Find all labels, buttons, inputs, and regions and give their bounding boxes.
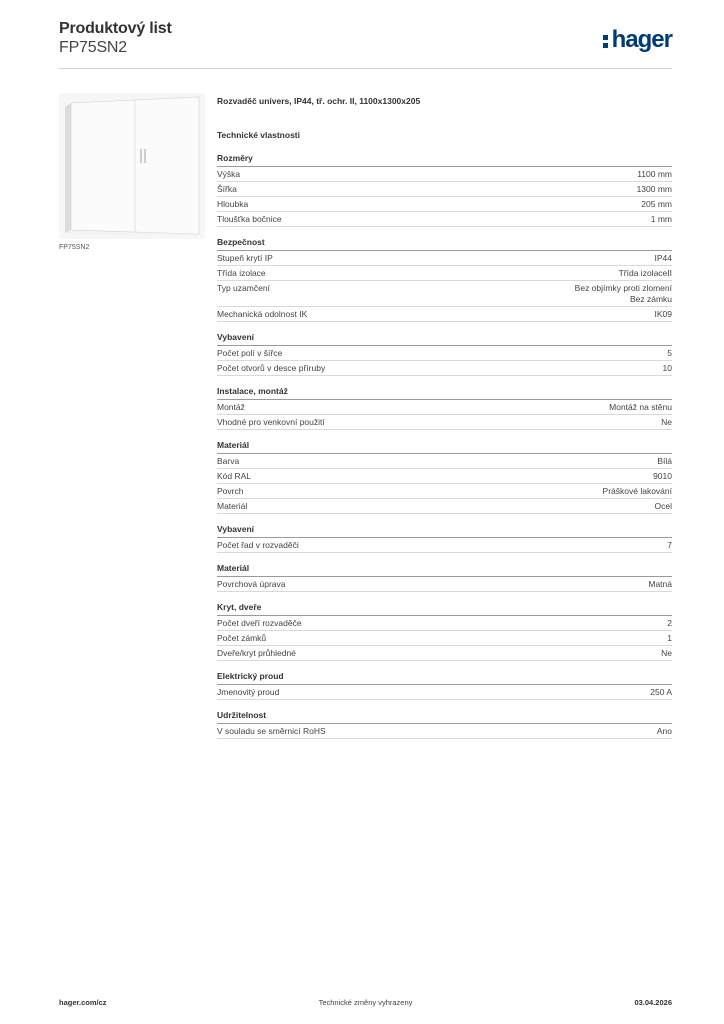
spec-content bbox=[217, 95, 672, 749]
spec-value bbox=[655, 253, 673, 264]
spec-section bbox=[217, 671, 672, 700]
spec-label: Vhodné pro venkovní použití bbox=[217, 417, 325, 427]
spec-value-line: Matná bbox=[648, 579, 672, 589]
section-title: Elektrický proud bbox=[217, 671, 672, 685]
spec-value-line: Ano bbox=[656, 726, 672, 736]
spec-value-line: Ne bbox=[661, 417, 672, 427]
spec-value-line: Ocel bbox=[654, 501, 672, 511]
section-title: Bezpečnost bbox=[217, 237, 672, 251]
spec-label: Šířka bbox=[217, 184, 237, 194]
footer-date: 03.04.2026 bbox=[634, 998, 672, 1007]
spec-value bbox=[619, 268, 672, 279]
spec-value bbox=[655, 501, 672, 512]
spec-row bbox=[217, 724, 672, 739]
spec-value bbox=[655, 309, 673, 320]
hager-logo bbox=[603, 28, 672, 52]
spec-row bbox=[217, 577, 672, 592]
spec-row bbox=[217, 307, 672, 322]
spec-value-line: 2 bbox=[667, 618, 672, 628]
section-title: Vybavení bbox=[217, 332, 672, 346]
spec-row bbox=[217, 212, 672, 227]
spec-label: Povrchová úprava bbox=[217, 579, 286, 589]
spec-value-line: Třída izolaceII bbox=[618, 268, 672, 278]
document-title: Produktový list bbox=[59, 20, 172, 37]
spec-label: Stupeň krytí IP bbox=[217, 253, 273, 263]
spec-value bbox=[667, 633, 672, 644]
product-image-caption: FP75SN2 bbox=[59, 244, 90, 251]
spec-row bbox=[217, 469, 672, 484]
spec-row bbox=[217, 415, 672, 430]
spec-value-line: Bez zámku bbox=[629, 294, 672, 304]
spec-section bbox=[217, 563, 672, 592]
section-title: Rozměry bbox=[217, 153, 672, 167]
spec-section bbox=[217, 332, 672, 376]
spec-label: Třída izolace bbox=[217, 268, 266, 278]
spec-section bbox=[217, 710, 672, 739]
spec-label: Tloušťka bočnice bbox=[217, 214, 282, 224]
spec-row bbox=[217, 499, 672, 514]
section-title: Materiál bbox=[217, 440, 672, 454]
spec-section bbox=[217, 153, 672, 227]
spec-value bbox=[575, 283, 672, 305]
spec-value-line: Práškové lakování bbox=[602, 486, 672, 496]
spec-value-line: Bílá bbox=[657, 456, 672, 466]
spec-label: Jmenovitý proud bbox=[217, 687, 280, 697]
spec-row bbox=[217, 346, 672, 361]
product-image bbox=[59, 93, 205, 239]
spec-value bbox=[653, 471, 672, 482]
spec-label: Výška bbox=[217, 169, 241, 179]
spec-row bbox=[217, 281, 672, 307]
logo-colon-icon bbox=[603, 31, 610, 51]
spec-label: Typ uzamčení bbox=[217, 283, 270, 293]
section-title: Kryt, dveře bbox=[217, 602, 672, 616]
spec-label: Povrch bbox=[217, 486, 244, 496]
spec-label: Počet dveří rozvaděče bbox=[217, 618, 302, 628]
spec-label: Montáž bbox=[217, 402, 245, 412]
header-divider bbox=[59, 68, 672, 69]
spec-value bbox=[657, 456, 672, 467]
logo-text: hager bbox=[611, 26, 672, 53]
spec-value-line: Montáž na stěnu bbox=[609, 402, 672, 412]
spec-label: Počet zámků bbox=[217, 633, 267, 643]
spec-value-line: 9010 bbox=[653, 471, 672, 481]
spec-value-line: IP44 bbox=[654, 253, 672, 263]
spec-value-line: Bez objímky proti zlomení bbox=[574, 283, 672, 293]
spec-row bbox=[217, 538, 672, 553]
spec-row bbox=[217, 631, 672, 646]
footer-website: hager.com/cz bbox=[59, 998, 107, 1007]
spec-value bbox=[609, 402, 672, 413]
spec-value-line: 1 mm bbox=[650, 214, 672, 224]
spec-row bbox=[217, 167, 672, 182]
spec-value bbox=[603, 486, 672, 497]
spec-label: Kód RAL bbox=[217, 471, 252, 481]
spec-value bbox=[641, 199, 672, 210]
spec-value bbox=[667, 348, 672, 359]
spec-row bbox=[217, 197, 672, 212]
spec-value bbox=[657, 726, 672, 737]
spec-value-line: 250 A bbox=[650, 687, 672, 697]
spec-row bbox=[217, 400, 672, 415]
spec-row bbox=[217, 616, 672, 631]
spec-value bbox=[650, 687, 672, 698]
spec-section bbox=[217, 237, 672, 322]
spec-value bbox=[663, 363, 672, 374]
spec-value bbox=[648, 579, 672, 590]
spec-label: Počet polí v šířce bbox=[217, 348, 283, 358]
spec-value-line: 7 bbox=[667, 540, 672, 550]
spec-label: Počet otvorů v desce příruby bbox=[217, 363, 326, 373]
spec-label: Počet řad v rozvaděči bbox=[217, 540, 299, 550]
spec-label: Barva bbox=[217, 456, 240, 466]
page-footer bbox=[59, 998, 672, 1010]
spec-value-line: 1100 mm bbox=[637, 169, 672, 179]
spec-section bbox=[217, 524, 672, 553]
spec-row bbox=[217, 484, 672, 499]
spec-value bbox=[651, 214, 672, 225]
spec-row bbox=[217, 251, 672, 266]
spec-value-line: 205 mm bbox=[641, 199, 672, 209]
spec-value-line: 1 bbox=[667, 633, 672, 643]
spec-row bbox=[217, 182, 672, 197]
spec-label: Mechanická odolnost IK bbox=[217, 309, 308, 319]
spec-value bbox=[637, 169, 672, 180]
spec-section bbox=[217, 602, 672, 661]
spec-value bbox=[637, 184, 672, 195]
section-title: Udržitelnost bbox=[217, 710, 672, 724]
product-code: FP75SN2 bbox=[59, 39, 127, 56]
spec-value-line: Ne bbox=[661, 648, 672, 658]
spec-section bbox=[217, 386, 672, 430]
spec-row bbox=[217, 454, 672, 469]
spec-value bbox=[661, 648, 672, 659]
spec-row bbox=[217, 266, 672, 281]
spec-value-line: IK09 bbox=[654, 309, 672, 319]
page-header bbox=[59, 18, 672, 70]
spec-sections bbox=[217, 153, 672, 739]
spec-value bbox=[661, 417, 672, 428]
footer-disclaimer: Technické změny vyhrazeny bbox=[318, 998, 413, 1007]
spec-label: Hloubka bbox=[217, 199, 249, 209]
section-title: Materiál bbox=[217, 563, 672, 577]
spec-value-line: 5 bbox=[667, 348, 672, 358]
spec-label: Dveře/kryt průhledné bbox=[217, 648, 296, 658]
spec-value bbox=[667, 540, 672, 551]
spec-label: Materiál bbox=[217, 501, 248, 511]
tech-properties-title: Technické vlastnosti bbox=[217, 130, 300, 140]
spec-row bbox=[217, 685, 672, 700]
spec-value bbox=[667, 618, 672, 629]
spec-value-line: 1300 mm bbox=[636, 184, 672, 194]
spec-label: V souladu se směrnicí RoHS bbox=[217, 726, 326, 736]
spec-value-line: 10 bbox=[662, 363, 672, 373]
product-description: Rozvaděč univers, IP44, tř. ochr. II, 1100x1300x205 bbox=[217, 96, 421, 106]
spec-row bbox=[217, 646, 672, 661]
spec-row bbox=[217, 361, 672, 376]
section-title: Instalace, montáž bbox=[217, 386, 672, 400]
spec-section bbox=[217, 440, 672, 514]
section-title: Vybavení bbox=[217, 524, 672, 538]
